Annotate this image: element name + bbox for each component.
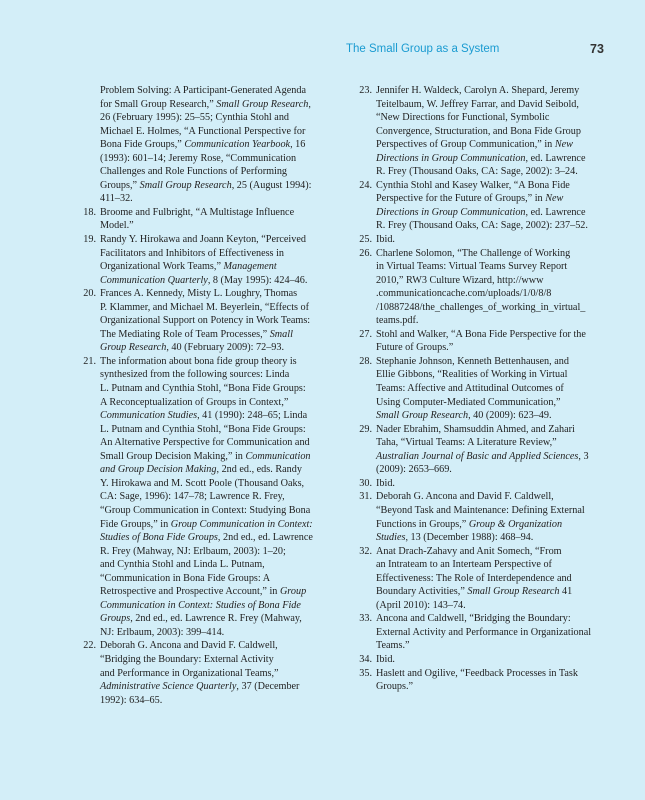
endnote-line: teams.pdf. [376, 315, 419, 327]
endnote-line: Group Research, 40 (February 2009): 72–93. [100, 342, 285, 354]
endnote-line: Facilitators and Inhibitors of Effectiveness in [100, 247, 284, 259]
endnote-number: 25. [359, 234, 372, 246]
endnote-line: Australian Journal of Basic and Applied Sciences, 3 [376, 450, 589, 462]
notes-column-right [355, 84, 605, 694]
endnote [355, 667, 605, 694]
endnote [355, 490, 605, 544]
endnote [79, 287, 329, 355]
endnote-line: Teams.” [376, 640, 410, 652]
endnote-line: Administrative Science Quarterly, 37 (December [100, 681, 300, 693]
endnote [355, 84, 605, 179]
endnote-line: in Virtual Teams: Virtual Teams Survey Report [376, 261, 568, 273]
endnote-line: Jennifer H. Waldeck, Carolyn A. Shepard, Jeremy [376, 85, 580, 96]
endnote-number: 30. [359, 477, 372, 489]
endnote-line: An Alternative Perspective for Communication and [100, 437, 310, 449]
endnote-line: Randy Y. Hirokawa and Joann Keyton, “Perceived [100, 234, 306, 246]
notes-column-left [79, 84, 329, 707]
endnote-line: (April 2010): 143–74. [376, 599, 466, 611]
endnote [355, 355, 605, 423]
endnote-line: Frances A. Kennedy, Misty L. Loughry, Thomas [100, 288, 298, 300]
endnote-line: Studies of Bona Fide Groups, 2nd ed., ed. Lawrence [100, 532, 313, 544]
endnote-line: The Mediating Role of Team Processes,” Small [100, 328, 293, 340]
endnote-line: CA: Sage, 1996): 147–78; Lawrence R. Frey, [100, 491, 285, 503]
endnote-line: Ibid. [376, 653, 395, 665]
endnote-line: Broome and Fulbright, “A Multistage Influence [100, 206, 295, 218]
endnote-line: Groups,” Small Group Research, 25 (August 1994): [100, 179, 312, 191]
endnote-line: NJ: Erlbaum, 2003): 399–414. [100, 626, 225, 638]
running-header [0, 43, 645, 59]
endnote-line: Deborah G. Ancona and David F. Caldwell, [100, 640, 278, 652]
endnote-line: Y. Hirokawa and M. Scott Poole (Thousand Oaks, [100, 477, 305, 489]
endnote-number: 28. [359, 355, 372, 367]
endnote-line: Using Computer-Mediated Communication,” [376, 396, 561, 408]
endnote-line: and Performance in Organizational Teams,” [100, 667, 279, 679]
endnote [79, 206, 329, 233]
endnote-line: Ancona and Caldwell, “Bridging the Boundary: [376, 613, 571, 625]
endnote-number: 26. [359, 247, 372, 259]
endnote-line: Perspective for the Future of Groups,” in New [376, 193, 564, 205]
endnote-line: Studies, 13 (December 1988): 468–94. [376, 532, 534, 544]
endnote-number: 24. [359, 179, 372, 191]
endnote-line: Organizational Support on Potency in Work Teams: [100, 315, 311, 327]
endnote-line: Perspectives of Group Communication,” in New [376, 139, 573, 151]
endnote-line: Cynthia Stohl and Kasey Walker, “A Bona Fide [376, 179, 570, 191]
endnote-line: Convergence, Structuration, and Bona Fide Group [376, 125, 581, 137]
endnote-line: Functions in Groups,” Group & Organization [376, 518, 563, 530]
endnote-line: Organizational Work Teams,” Management [100, 261, 277, 273]
endnote-line: /10887248/the_challenges_of_working_in_virtual_ [376, 301, 586, 313]
endnote-line: The information about bona fide group theory is [100, 355, 297, 367]
endnote-line: External Activity and Performance in Organizational [376, 626, 592, 638]
endnote-line: P. Klammer, and Michael M. Beyerlein, “Effects of [100, 301, 310, 313]
endnote-number: 35. [359, 667, 372, 679]
endnote-line: 26 (February 1995): 25–55; Cynthia Stohl and [100, 112, 290, 124]
endnote-line: Groups.” [376, 681, 414, 693]
endnote-line: and Cynthia Stohl and Linda L. Putnam, [100, 559, 265, 571]
endnote-number: 34. [359, 653, 372, 665]
endnote-line: Future of Groups.” [376, 342, 454, 354]
endnote-line: Communication Studies, 41 (1990): 248–65; Linda [100, 410, 308, 422]
endnote-line: Taha, “Virtual Teams: A Literature Review,” [376, 437, 557, 449]
endnote-line: Haslett and Ogilive, “Feedback Processes in Task [376, 667, 578, 679]
endnote [79, 233, 329, 287]
endnote [355, 477, 605, 491]
endnote-number: 23. [359, 85, 372, 96]
endnote [355, 328, 605, 355]
endnote-line: L. Putnam and Cynthia Stohl, “Bona Fide Groups: [100, 383, 306, 395]
endnote-line: (2009): 2653–669. [376, 464, 452, 476]
endnote [355, 653, 605, 667]
endnote [79, 84, 329, 206]
endnote-line: and Group Decision Making, 2nd ed., eds. Randy [100, 464, 302, 476]
endnote-line: Fide Groups,” in Group Communication in Context: [100, 518, 313, 530]
endnote-line: Model.” [100, 220, 134, 232]
endnote-line: Boundary Activities,” Small Group Research 41 [376, 586, 573, 598]
endnote-line: synthesized from the following sources: Linda [100, 369, 290, 381]
endnote-line: Teams: Affective and Attitudinal Outcomes of [376, 383, 564, 395]
endnote [79, 355, 329, 639]
endnote-number: 29. [359, 423, 372, 435]
endnote-number: 20. [83, 288, 96, 300]
endnote-line: “Group Communication in Context: Studying Bona [100, 504, 311, 516]
endnote-line: (1993): 601–14; Jeremy Rose, “Communication [100, 152, 297, 164]
endnote-line: R. Frey (Thousand Oaks, CA: Sage, 2002): 237–52. [376, 220, 588, 232]
endnote-line: Teitelbaum, W. Jeffrey Farrar, and David Seibold, [376, 98, 579, 110]
endnote-line: Small Group Decision Making,” in Communication [100, 450, 311, 462]
endnote-line: 1992): 634–65. [100, 694, 163, 706]
endnote-line: Stohl and Walker, “A Bona Fide Perspective for the [376, 328, 586, 340]
endnote [355, 233, 605, 247]
endnote-line: for Small Group Research,” Small Group Research, [100, 98, 311, 110]
endnote-line: Problem Solving: A Participant-Generated Agenda [100, 85, 306, 96]
endnote [355, 179, 605, 233]
endnote-line: Bona Fide Groups,” Communication Yearbook, 16 [100, 139, 306, 151]
endnote-number: 22. [83, 640, 96, 652]
endnote-line: 411–32. [100, 193, 133, 205]
endnote-line: Challenges and Role Functions of Performing [100, 166, 288, 178]
endnote [79, 639, 329, 707]
endnote-line: Charlene Solomon, “The Challenge of Working [376, 247, 571, 259]
endnote-line: Directions in Group Communication, ed. Lawrence [376, 152, 586, 164]
endnote-line: Effectiveness: The Role of Interdependence and [376, 572, 572, 584]
endnote [355, 545, 605, 613]
endnote-line: Ibid. [376, 234, 395, 246]
endnote-line: Ellie Gibbons, “Realities of Working in Virtual [376, 369, 568, 381]
endnote-line: Groups, 2nd ed., ed. Lawrence R. Frey (Mahway, [100, 613, 302, 625]
endnote-line: “New Directions for Functional, Symbolic [376, 112, 550, 124]
endnote-line: “Bridging the Boundary: External Activity [100, 653, 274, 665]
endnote-line: “Communication in Bona Fide Groups: A [100, 572, 271, 584]
endnote-line: Retrospective and Prospective Account,” in Group [100, 586, 307, 598]
endnote-number: 19. [83, 234, 96, 246]
endnote-number: 21. [83, 355, 96, 367]
endnote [355, 423, 605, 477]
endnote-number: 27. [359, 328, 372, 340]
endnote-number: 33. [359, 613, 372, 625]
running-title: The Small Group as a System [346, 43, 500, 55]
endnote-line: Directions in Group Communication, ed. Lawrence [376, 206, 586, 218]
endnote-number: 18. [83, 206, 96, 218]
endnote-line: L. Putnam and Cynthia Stohl, “Bona Fide Groups: [100, 423, 306, 435]
endnote-line: Michael E. Holmes, “A Functional Perspective for [100, 125, 306, 137]
endnote-line: “Beyond Task and Maintenance: Defining External [376, 504, 585, 516]
endnote-line: R. Frey (Thousand Oaks, CA: Sage, 2002): 3–24. [376, 166, 578, 178]
endnote-line: Communication in Context: Studies of Bona Fide [100, 599, 301, 611]
endnote-number: 32. [359, 545, 372, 557]
endnote-line: A Reconceptualization of Groups in Context,” [100, 396, 289, 408]
endnote-line: Anat Drach-Zahavy and Anit Somech, “From [376, 545, 562, 557]
page-number: 73 [590, 42, 604, 56]
endnote-line: an Intrateam to an Interteam Perspective of [376, 559, 552, 571]
endnote-line: Communication Quarterly, 8 (May 1995): 424–46. [100, 274, 308, 286]
endnote-line: 2010,” RW3 Culture Wizard, http://www [376, 274, 544, 286]
endnote [355, 612, 605, 653]
endnote [355, 247, 605, 328]
endnote-line: Deborah G. Ancona and David F. Caldwell, [376, 491, 554, 503]
endnote-line: Ibid. [376, 477, 395, 489]
endnote-line: Nader Ebrahim, Shamsuddin Ahmed, and Zahari [376, 423, 575, 435]
endnote-number: 31. [359, 491, 372, 503]
endnote-line: R. Frey (Mahway, NJ: Erlbaum, 2003): 1–20; [100, 545, 286, 557]
endnote-line: Stephanie Johnson, Kenneth Bettenhausen, and [376, 355, 569, 367]
endnote-line: .communicationcache.com/uploads/1/0/8/8 [376, 288, 552, 300]
endnote-line: Small Group Research, 40 (2009): 623–49. [376, 410, 552, 422]
